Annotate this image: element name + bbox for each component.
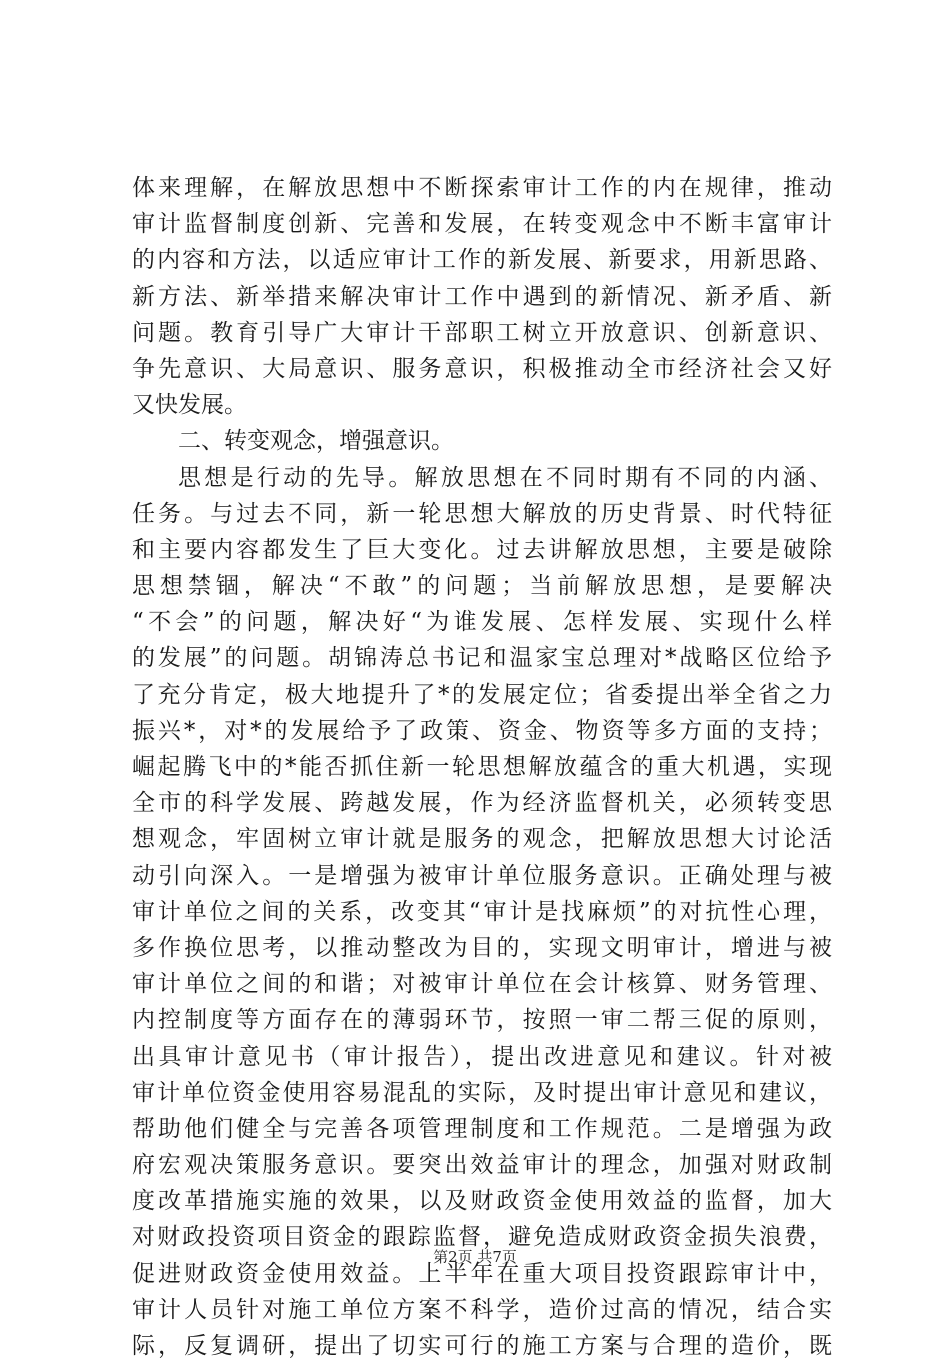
text-line: 新方法、新举措来解决审计工作中遇到的新情况、新矛盾、新 — [132, 283, 832, 310]
text-line: 思想是行动的先导。解放思想在不同时期有不同的内涵、 — [178, 464, 832, 491]
text-line: 崛起腾飞中的*能否抓住新一轮思想解放蕴含的重大机遇，实现 — [132, 754, 832, 780]
text-line: 审计单位资金使用容易混乱的实际，及时提出审计意见和建议， — [132, 1079, 832, 1106]
text-line: 对财政投资项目资金的跟踪监督，避免造成财政资金损失浪费， — [132, 1224, 832, 1251]
text-line: 二、转变观念，增强意识。 — [178, 428, 454, 455]
text-line: 动引向深入。一是增强为被审计单位服务意识。正确处理与被 — [132, 862, 832, 889]
text-line: 促进财政资金使用效益。上半年在重大项目投资跟踪审计中， — [132, 1260, 832, 1287]
text-line: 际，反复调研，提出了切实可行的施工方案与合理的造价，既 — [132, 1333, 832, 1359]
text-line: 任务。与过去不同，新一轮思想大解放的历史背景、时代特征 — [132, 500, 832, 527]
text-line: 度改革措施实施的效果，以及财政资金使用效益的监督，加大 — [132, 1188, 832, 1215]
text-line: 问题。教育引导广大审计干部职工树立开放意识、创新意识、 — [132, 319, 832, 346]
text-line: 审计单位之间的和谐；对被审计单位在会计核算、财务管理、 — [132, 971, 832, 998]
text-line: 又快发展。 — [132, 392, 247, 419]
text-line: 全市的科学发展、跨越发展，作为经济监督机关，必须转变思 — [132, 790, 832, 817]
text-line: 出具审计意见书（审计报告），提出改进意见和建议。针对被 — [132, 1043, 832, 1070]
text-line: 帮助他们健全与完善各项管理制度和工作规范。二是增强为政 — [132, 1115, 832, 1142]
text-line: 振兴*，对*的发展给予了政策、资金、物资等多方面的支持； — [132, 717, 832, 744]
text-line: 的内容和方法，以适应审计工作的新发展、新要求，用新思路、 — [132, 247, 832, 274]
text-line: 府宏观决策服务意识。要突出效益审计的理念，加强对财政制 — [132, 1152, 832, 1179]
text-line: 了充分肯定，极大地提升了*的发展定位；省委提出举全省之力 — [132, 681, 832, 708]
body-text — [132, 170, 832, 1364]
text-line: 思想禁锢，解决“不敢”的问题；当前解放思想，是要解决 — [132, 573, 832, 600]
text-line: 和主要内容都发生了巨大变化。过去讲解放思想，主要是破除 — [132, 536, 832, 563]
text-line: 想观念，牢固树立审计就是服务的观念，把解放思想大讨论活 — [132, 826, 832, 853]
text-line: 审计人员针对施工单位方案不科学，造价过高的情况，结合实 — [132, 1296, 832, 1323]
text-line: “不会”的问题，解决好“为谁发展、怎样发展、实现什么样 — [132, 609, 832, 636]
text-line: 内控制度等方面存在的薄弱环节，按照一审二帮三促的原则， — [132, 1007, 832, 1034]
text-line: 多作换位思考，以推动整改为目的，实现文明审计，增进与被 — [132, 934, 832, 961]
text-line: 体来理解，在解放思想中不断探索审计工作的内在规律，推动 — [132, 175, 832, 201]
text-line: 争先意识、大局意识、服务意识，积极推动全市经济社会又好 — [132, 355, 832, 382]
page-footer: 第2页 共7页 — [433, 1248, 517, 1266]
text-line: 审计监督制度创新、完善和发展，在转变观念中不断丰富审计 — [132, 211, 832, 238]
text-line: 审计单位之间的关系，改变其“审计是找麻烦”的对抗性心理， — [132, 898, 832, 925]
text-line: 的发展”的问题。胡锦涛总书记和温家宝总理对*战略区位给予 — [132, 645, 832, 672]
